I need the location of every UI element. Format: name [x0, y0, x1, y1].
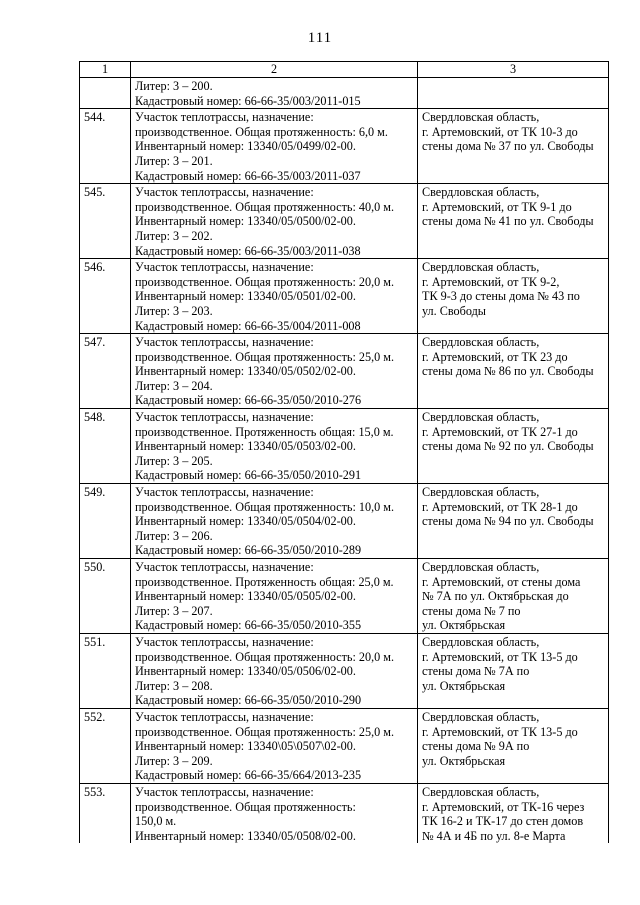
row-location-line: стены дома № 94 по ул. Свободы — [422, 514, 594, 529]
row-description — [131, 633, 418, 708]
row-location-line: ул. Свободы — [422, 303, 486, 318]
table-row — [80, 633, 609, 708]
row-location-line: г. Артемовский, от стены дома — [422, 574, 581, 589]
row-description-line: Участок теплотрассы, назначение: — [135, 185, 314, 200]
table-row-continuation — [80, 78, 609, 109]
row-description — [131, 109, 418, 184]
row-description-line: Участок теплотрассы, назначение: — [135, 335, 314, 350]
table-row — [80, 409, 609, 484]
column-header-number: 1 — [80, 62, 131, 78]
row-location — [418, 109, 609, 184]
row-description-line: производственное. Протяженность общая: 25,0 м. — [135, 574, 394, 589]
row-description-line: Кадастровый номер: 66-66-35/050/2010-276 — [135, 393, 362, 408]
row-description-line: Литер: 3 – 201. — [135, 153, 213, 168]
row-number: 544. — [80, 109, 131, 184]
row-description-line: Участок теплотрассы, назначение: — [135, 634, 314, 649]
row-location-line: Свердловская область, — [422, 410, 540, 425]
row-location-line: Свердловская область, — [422, 110, 540, 125]
row-location-line: г. Артемовский, от ТК 28-1 до — [422, 499, 578, 514]
column-header-location: 3 — [418, 62, 609, 78]
row-location-line: г. Артемовский, от ТК 10-3 до — [422, 124, 578, 139]
row-number: 546. — [80, 259, 131, 334]
row-location — [418, 334, 609, 409]
row-description-line: Литер: 3 – 203. — [135, 303, 213, 318]
row-number: 547. — [80, 334, 131, 409]
row-description-line: производственное. Общая протяженность: 6,0 м. — [135, 124, 388, 139]
row-location-line: стены дома № 41 по ул. Свободы — [422, 214, 594, 229]
row-description — [131, 334, 418, 409]
row-description-line: Участок теплотрассы, назначение: — [135, 784, 314, 799]
row-number: 550. — [80, 559, 131, 634]
row-description-line: Участок теплотрассы, назначение: — [135, 110, 314, 125]
row-number: 551. — [80, 633, 131, 708]
row-number: 545. — [80, 184, 131, 259]
row-description-line: Инвентарный номер: 13340/05/0503/02-00. — [135, 439, 356, 454]
column-header-description: 2 — [131, 62, 418, 78]
row-location-line: г. Артемовский, от ТК-16 через — [422, 799, 585, 814]
table-row — [80, 259, 609, 334]
row-location-line: ТК 9-3 до стены дома № 43 по — [422, 289, 580, 304]
row-description-line: Инвентарный номер: 13340/05/0506/02-00. — [135, 664, 356, 679]
row-description-line: производственное. Общая протяженность: 25,0 м. — [135, 349, 395, 364]
row-location-line: Свердловская область, — [422, 335, 540, 350]
row-location-line: стены дома № 9А по — [422, 739, 530, 754]
table-row — [80, 334, 609, 409]
row-location — [418, 633, 609, 708]
table-row — [80, 109, 609, 184]
row-description-line: Инвентарный номер: 13340/05/0508/02-00. — [135, 828, 356, 843]
row-description — [131, 559, 418, 634]
page-number: 111 — [307, 30, 333, 46]
row-description-line: производственное. Общая протяженность: 25,0 м. — [135, 724, 395, 739]
table-header-row — [80, 62, 609, 78]
row-location-line: ул. Октябрьская — [422, 618, 506, 633]
row-description-line: Участок теплотрассы, назначение: — [135, 410, 314, 425]
row-location — [418, 708, 609, 783]
row-description-line: 150,0 м. — [135, 814, 177, 829]
row-location-line: стены дома № 86 по ул. Свободы — [422, 364, 594, 379]
row-description — [131, 78, 418, 109]
row-location — [418, 409, 609, 484]
row-description — [131, 708, 418, 783]
table-row — [80, 559, 609, 634]
row-location-line: Свердловская область, — [422, 260, 540, 275]
row-description-line: производственное. Протяженность общая: 15,0 м. — [135, 424, 394, 439]
row-number: 549. — [80, 484, 131, 559]
row-location-line: г. Артемовский, от ТК 9-2, — [422, 274, 560, 289]
row-location — [418, 559, 609, 634]
row-description-line: Кадастровый номер: 66-66-35/664/2013-235 — [135, 768, 362, 783]
row-location-line: № 4А и 4Б по ул. 8-е Марта — [422, 828, 566, 843]
row-description-line: производственное. Общая протяженность: 20,0 м. — [135, 274, 395, 289]
row-description-line: производственное. Общая протяженность: — [135, 799, 356, 814]
row-location-line: ул. Октябрьская — [422, 753, 506, 768]
row-description-line: Участок теплотрассы, назначение: — [135, 260, 314, 275]
table-row — [80, 783, 609, 843]
row-location — [418, 259, 609, 334]
row-location-line: № 7А по ул. Октябрьская до — [422, 589, 569, 604]
row-location — [418, 783, 609, 843]
row-description-line: Инвентарный номер: 13340/05/0499/02-00. — [135, 139, 356, 154]
row-location-line: стены дома № 92 по ул. Свободы — [422, 439, 594, 454]
row-description — [131, 783, 418, 843]
row-description-line: Инвентарный номер: 13340\05\0507\02-00. — [135, 739, 356, 754]
row-location — [418, 78, 609, 109]
table-row — [80, 184, 609, 259]
row-description-line: Литер: 3 – 206. — [135, 528, 213, 543]
row-description-line: Участок теплотрассы, назначение: — [135, 709, 314, 724]
row-description-line: Кадастровый номер: 66-66-35/003/2011-038 — [135, 243, 361, 258]
row-location-line: Свердловская область, — [422, 560, 540, 574]
row-description-line: Литер: 3 – 204. — [135, 378, 213, 393]
row-location-line: г. Артемовский, от ТК 13-5 до — [422, 724, 578, 739]
row-description — [131, 259, 418, 334]
row-location-line: Свердловская область, — [422, 185, 540, 200]
row-description — [131, 184, 418, 259]
table-row — [80, 484, 609, 559]
row-location-line: Свердловская область, — [422, 485, 540, 500]
row-description-line: Литер: 3 – 209. — [135, 753, 213, 768]
row-description-line: Литер: 3 – 208. — [135, 678, 213, 693]
row-description-line: Кадастровый номер: 66-66-35/050/2010-289 — [135, 543, 362, 558]
row-location-line: стены дома № 7А по — [422, 664, 530, 679]
row-description-line: Кадастровый номер: 66-66-35/003/2011-037 — [135, 168, 361, 183]
row-description-line: Литер: 3 – 205. — [135, 453, 213, 468]
row-description-line: Кадастровый номер: 66-66-35/003/2011-015 — [135, 93, 361, 108]
row-description-line: Литер: 3 – 207. — [135, 603, 213, 618]
row-description — [131, 409, 418, 484]
row-description-line: Кадастровый номер: 66-66-35/050/2010-290 — [135, 693, 362, 708]
row-location-line: Свердловская область, — [422, 709, 540, 724]
row-location-line: г. Артемовский, от ТК 9-1 до — [422, 199, 572, 214]
row-location-line: Свердловская область, — [422, 634, 540, 649]
row-number: 553. — [80, 783, 131, 843]
row-location — [418, 184, 609, 259]
row-location-line: г. Артемовский, от ТК 27-1 до — [422, 424, 578, 439]
row-description-line: Литер: 3 – 202. — [135, 228, 213, 243]
row-number: 548. — [80, 409, 131, 484]
row-description-line: Инвентарный номер: 13340/05/0502/02-00. — [135, 364, 356, 379]
row-description-line: Кадастровый номер: 66-66-35/004/2011-008 — [135, 318, 361, 333]
row-description-line: производственное. Общая протяженность: 10,0 м. — [135, 499, 395, 514]
row-description-line: Участок теплотрассы, назначение: — [135, 560, 314, 574]
row-description — [131, 484, 418, 559]
row-description-line: Инвентарный номер: 13340/05/0504/02-00. — [135, 514, 356, 529]
row-description-line: производственное. Общая протяженность: 40,0 м. — [135, 199, 395, 214]
row-description-line: Кадастровый номер: 66-66-35/050/2010-291 — [135, 468, 362, 483]
row-location — [418, 484, 609, 559]
row-description-line: Инвентарный номер: 13340/05/0501/02-00. — [135, 289, 356, 304]
row-number — [80, 78, 131, 109]
row-location-line: стены дома № 7 по — [422, 603, 521, 618]
row-location-line: Свердловская область, — [422, 784, 540, 799]
row-description-line: Кадастровый номер: 66-66-35/050/2010-355 — [135, 618, 362, 633]
row-description-line: Инвентарный номер: 13340/05/0500/02-00. — [135, 214, 356, 229]
row-location-line: ул. Октябрьская — [422, 678, 506, 693]
row-location-line: г. Артемовский, от ТК 13-5 до — [422, 649, 578, 664]
row-description-line: Инвентарный номер: 13340/05/0505/02-00. — [135, 589, 356, 604]
row-description-line: Участок теплотрассы, назначение: — [135, 485, 314, 500]
row-location-line: г. Артемовский, от ТК 23 до — [422, 349, 568, 364]
row-number: 552. — [80, 708, 131, 783]
row-description-line: производственное. Общая протяженность: 20,0 м. — [135, 649, 395, 664]
property-registry-table — [79, 61, 609, 843]
table-row — [80, 708, 609, 783]
row-description-line: Литер: 3 – 200. — [135, 79, 213, 93]
row-location-line: стены дома № 37 по ул. Свободы — [422, 139, 594, 154]
row-location-line: ТК 16-2 и ТК-17 до стен домов — [422, 814, 584, 829]
